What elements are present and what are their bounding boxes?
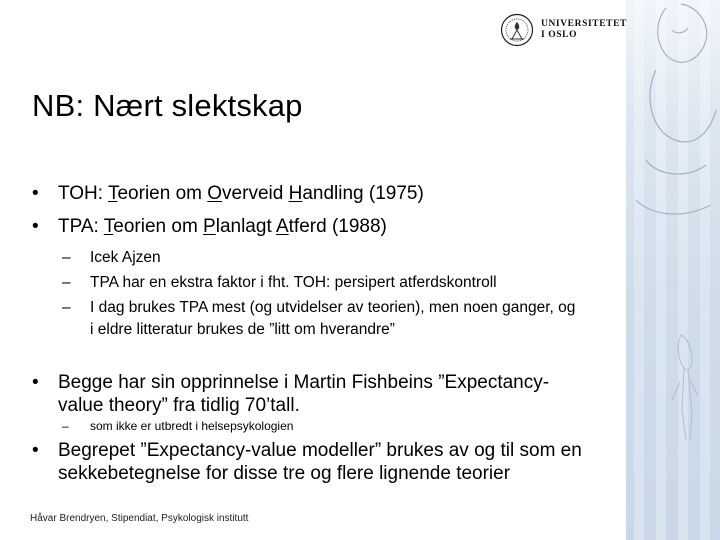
sub-text: TPA har en ekstra faktor i fht. TOH: persipert atferdskontroll (90, 274, 497, 291)
sub-item (62, 272, 602, 294)
bullet-text: Begrepet ”Expectancy-value modeller” brukes av og til som en sekkebetegnelse for disse tre og flere lignende teorier (58, 440, 582, 484)
sub-item (62, 297, 582, 341)
bullet-text: TPA: Teorien om Planlagt Atferd (1988) (58, 216, 387, 237)
logo-line-1: UNIVERSITETET (541, 19, 627, 29)
bullet-marker: • (32, 216, 39, 237)
bullet-tpa (32, 215, 387, 238)
slide-title: NB: Nært slektskap (32, 88, 303, 123)
sub-text: Icek Ajzen (90, 249, 161, 266)
decorative-side-band (626, 0, 720, 540)
slide-footer: Håvar Brendryen, Stipendiat, Psykologisk institutt (30, 513, 249, 524)
sub-item-small (62, 419, 462, 434)
bullet-marker: • (32, 372, 39, 393)
bullet-toh (32, 182, 424, 205)
logo-line-2: I OSLO (541, 30, 578, 40)
bullet-text: TOH: Teorien om Overveid Handling (1975) (58, 183, 424, 204)
dash-marker: – (62, 249, 71, 266)
statue-sketch-image (626, 0, 720, 540)
university-logo (500, 12, 635, 48)
university-seal-icon (500, 13, 534, 47)
bullet-marker: • (32, 183, 39, 204)
sub-text: I dag brukes TPA mest (og utvidelser av teorien), men noen ganger, og i eldre litteratur brukes de ”litt om hverandre” (90, 299, 576, 338)
bullet-text: Begge har sin opprinnelse i Martin Fishbeins ”Expectancy-value theory” fra tidlig 70’tall. (58, 372, 550, 416)
sub-text: som ikke er utbredt i helsepsykologien (90, 419, 294, 433)
bullet-marker: • (32, 440, 39, 461)
dash-marker: – (62, 274, 71, 291)
dash-marker: – (62, 419, 69, 433)
dash-marker: – (62, 299, 71, 316)
bullet-expectancy-value (32, 439, 582, 485)
sub-item (62, 247, 582, 269)
bullet-origin (32, 371, 592, 417)
